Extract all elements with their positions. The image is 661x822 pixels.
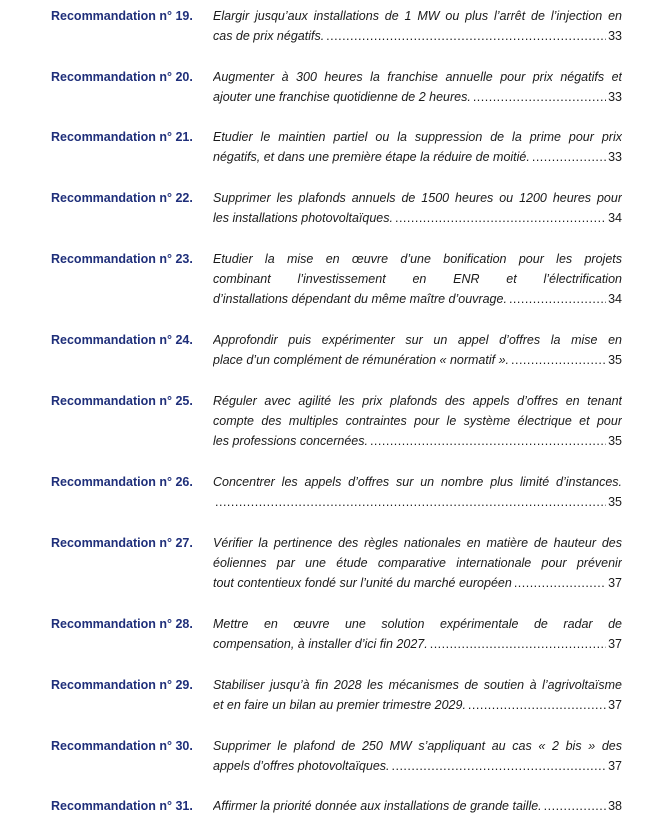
recommendation-line: tout contentieux fondé sur l’unité du marché européen	[213, 576, 512, 590]
recommendation-line: ajouter une franchise quotidienne de 2 heures.	[213, 90, 471, 104]
recommendation-number: Recommandation n° 21.	[51, 130, 193, 144]
recommendation-text	[213, 330, 622, 370]
leader-dots	[215, 492, 606, 512]
recommendation-number: Recommandation n° 27.	[51, 536, 193, 550]
recommendation-line: appels d’offres photovoltaïques.	[213, 759, 390, 773]
page-number: 34	[608, 292, 622, 306]
recommendation-line: négatifs, et dans une première étape la réduire de moitié.	[213, 150, 530, 164]
recommendation-text	[213, 391, 622, 451]
recommendation-number: Recommandation n° 22.	[51, 191, 193, 205]
page-number: 37	[608, 576, 622, 590]
recommendation-line: Etudier le maintien partiel ou la suppression de la prime pour prix	[213, 130, 622, 144]
recommendation-last-line	[213, 147, 622, 167]
recommendation-line: compensation, à installer d’ici fin 2027.	[213, 637, 428, 651]
recommendation-text	[213, 675, 622, 715]
recommendation-line: Supprimer les plafonds annuels de 1500 heures ou 1200 heures pour	[213, 191, 622, 205]
recommendation-text	[213, 127, 622, 167]
recommendation-text	[213, 6, 622, 46]
leader-dots	[473, 87, 606, 107]
recommendation-line: cas de prix négatifs.	[213, 29, 325, 43]
recommendation-last-line	[213, 756, 622, 776]
leader-dots	[370, 431, 606, 451]
page-number: 37	[608, 759, 622, 773]
recommendation-number: Recommandation n° 20.	[51, 70, 193, 84]
leader-dots	[511, 350, 606, 370]
recommendation-line: Réguler avec agilité les prix plafonds des appels d’offres en tenant	[213, 394, 622, 408]
page-number: 35	[608, 495, 622, 509]
recommendation-line: Elargir jusqu’aux installations de 1 MW ou plus l’arrêt de l’injection en	[213, 9, 622, 23]
page-number: 33	[608, 90, 622, 104]
recommendation-line: Stabiliser jusqu’à fin 2028 les mécanismes de soutien à l’agrivoltaïsme	[213, 678, 622, 692]
leader-dots	[544, 796, 606, 816]
recommendation-line: Concentrer les appels d’offres sur un nombre plus limité d’instances.	[213, 475, 622, 489]
recommendation-line: Vérifier la pertinence des règles nationales en matière de hauteur des	[213, 536, 622, 550]
recommendation-number: Recommandation n° 30.	[51, 739, 193, 753]
page-number: 37	[608, 698, 622, 712]
recommendation-line: d’installations dépendant du même maître d’ouvrage.	[213, 292, 507, 306]
recommendation-last-line	[213, 796, 622, 816]
recommendation-number: Recommandation n° 24.	[51, 333, 193, 347]
leader-dots	[326, 26, 606, 46]
leader-dots	[514, 573, 606, 593]
recommendation-number: Recommandation n° 25.	[51, 394, 193, 408]
leader-dots	[392, 756, 607, 776]
recommendation-last-line	[213, 573, 622, 593]
recommendation-line: les installations photovoltaïques.	[213, 211, 393, 225]
recommendation-number: Recommandation n° 29.	[51, 678, 193, 692]
recommendation-last-line	[213, 431, 622, 451]
recommendation-text	[213, 472, 622, 512]
recommendation-line: éoliennes par une étude comparative internationale pour prévenir	[213, 556, 622, 570]
recommendation-text	[213, 249, 622, 309]
leader-dots	[509, 289, 606, 309]
recommendation-number: Recommandation n° 23.	[51, 252, 193, 266]
recommendation-line: Affirmer la priorité donnée aux installations de grande taille.	[213, 799, 542, 813]
recommendation-last-line	[213, 492, 622, 512]
leader-dots	[468, 695, 606, 715]
recommendation-line: Mettre en œuvre une solution expérimentale de radar de	[213, 617, 622, 631]
leader-dots	[532, 147, 606, 167]
recommendation-line: Supprimer le plafond de 250 MW s’appliquant au cas « 2 bis » des	[213, 739, 622, 753]
recommendation-last-line	[213, 289, 622, 309]
recommendation-number: Recommandation n° 19.	[51, 9, 193, 23]
recommendation-text	[213, 796, 622, 816]
page-number: 38	[608, 799, 622, 813]
recommendation-text	[213, 533, 622, 593]
recommendation-line: et en faire un bilan au premier trimestre 2029.	[213, 698, 466, 712]
leader-dots	[430, 634, 606, 654]
page-number: 35	[608, 434, 622, 448]
recommendation-last-line	[213, 208, 622, 228]
recommendation-line: compte des multiples contraintes pour le système électrique et pour	[213, 414, 622, 428]
recommendation-line: les professions concernées.	[213, 434, 368, 448]
page-number: 37	[608, 637, 622, 651]
recommendation-last-line	[213, 26, 622, 46]
recommendation-text	[213, 736, 622, 776]
leader-dots	[395, 208, 606, 228]
recommendation-text	[213, 67, 622, 107]
recommendation-last-line	[213, 695, 622, 715]
recommendation-number: Recommandation n° 26.	[51, 475, 193, 489]
recommendation-last-line	[213, 634, 622, 654]
recommendation-line: Augmenter à 300 heures la franchise annuelle pour prix négatifs et	[213, 70, 622, 84]
page-number: 34	[608, 211, 622, 225]
recommendation-line: Approfondir puis expérimenter sur un appel d’offres la mise en	[213, 333, 622, 347]
recommendation-last-line	[213, 350, 622, 370]
page-number: 35	[608, 353, 622, 367]
recommendation-line: combinant l’investissement en ENR et l’électrification	[213, 272, 622, 286]
recommendation-line: place d’un complément de rémunération « normatif ».	[213, 353, 509, 367]
recommendation-text	[213, 188, 622, 228]
page-number: 33	[608, 150, 622, 164]
recommendation-number: Recommandation n° 31.	[51, 799, 193, 813]
page-number: 33	[608, 29, 622, 43]
recommendation-line: Etudier la mise en œuvre d’une bonification pour les projets	[213, 252, 622, 266]
recommendation-last-line	[213, 87, 622, 107]
recommendation-text	[213, 614, 622, 654]
recommendation-number: Recommandation n° 28.	[51, 617, 193, 631]
